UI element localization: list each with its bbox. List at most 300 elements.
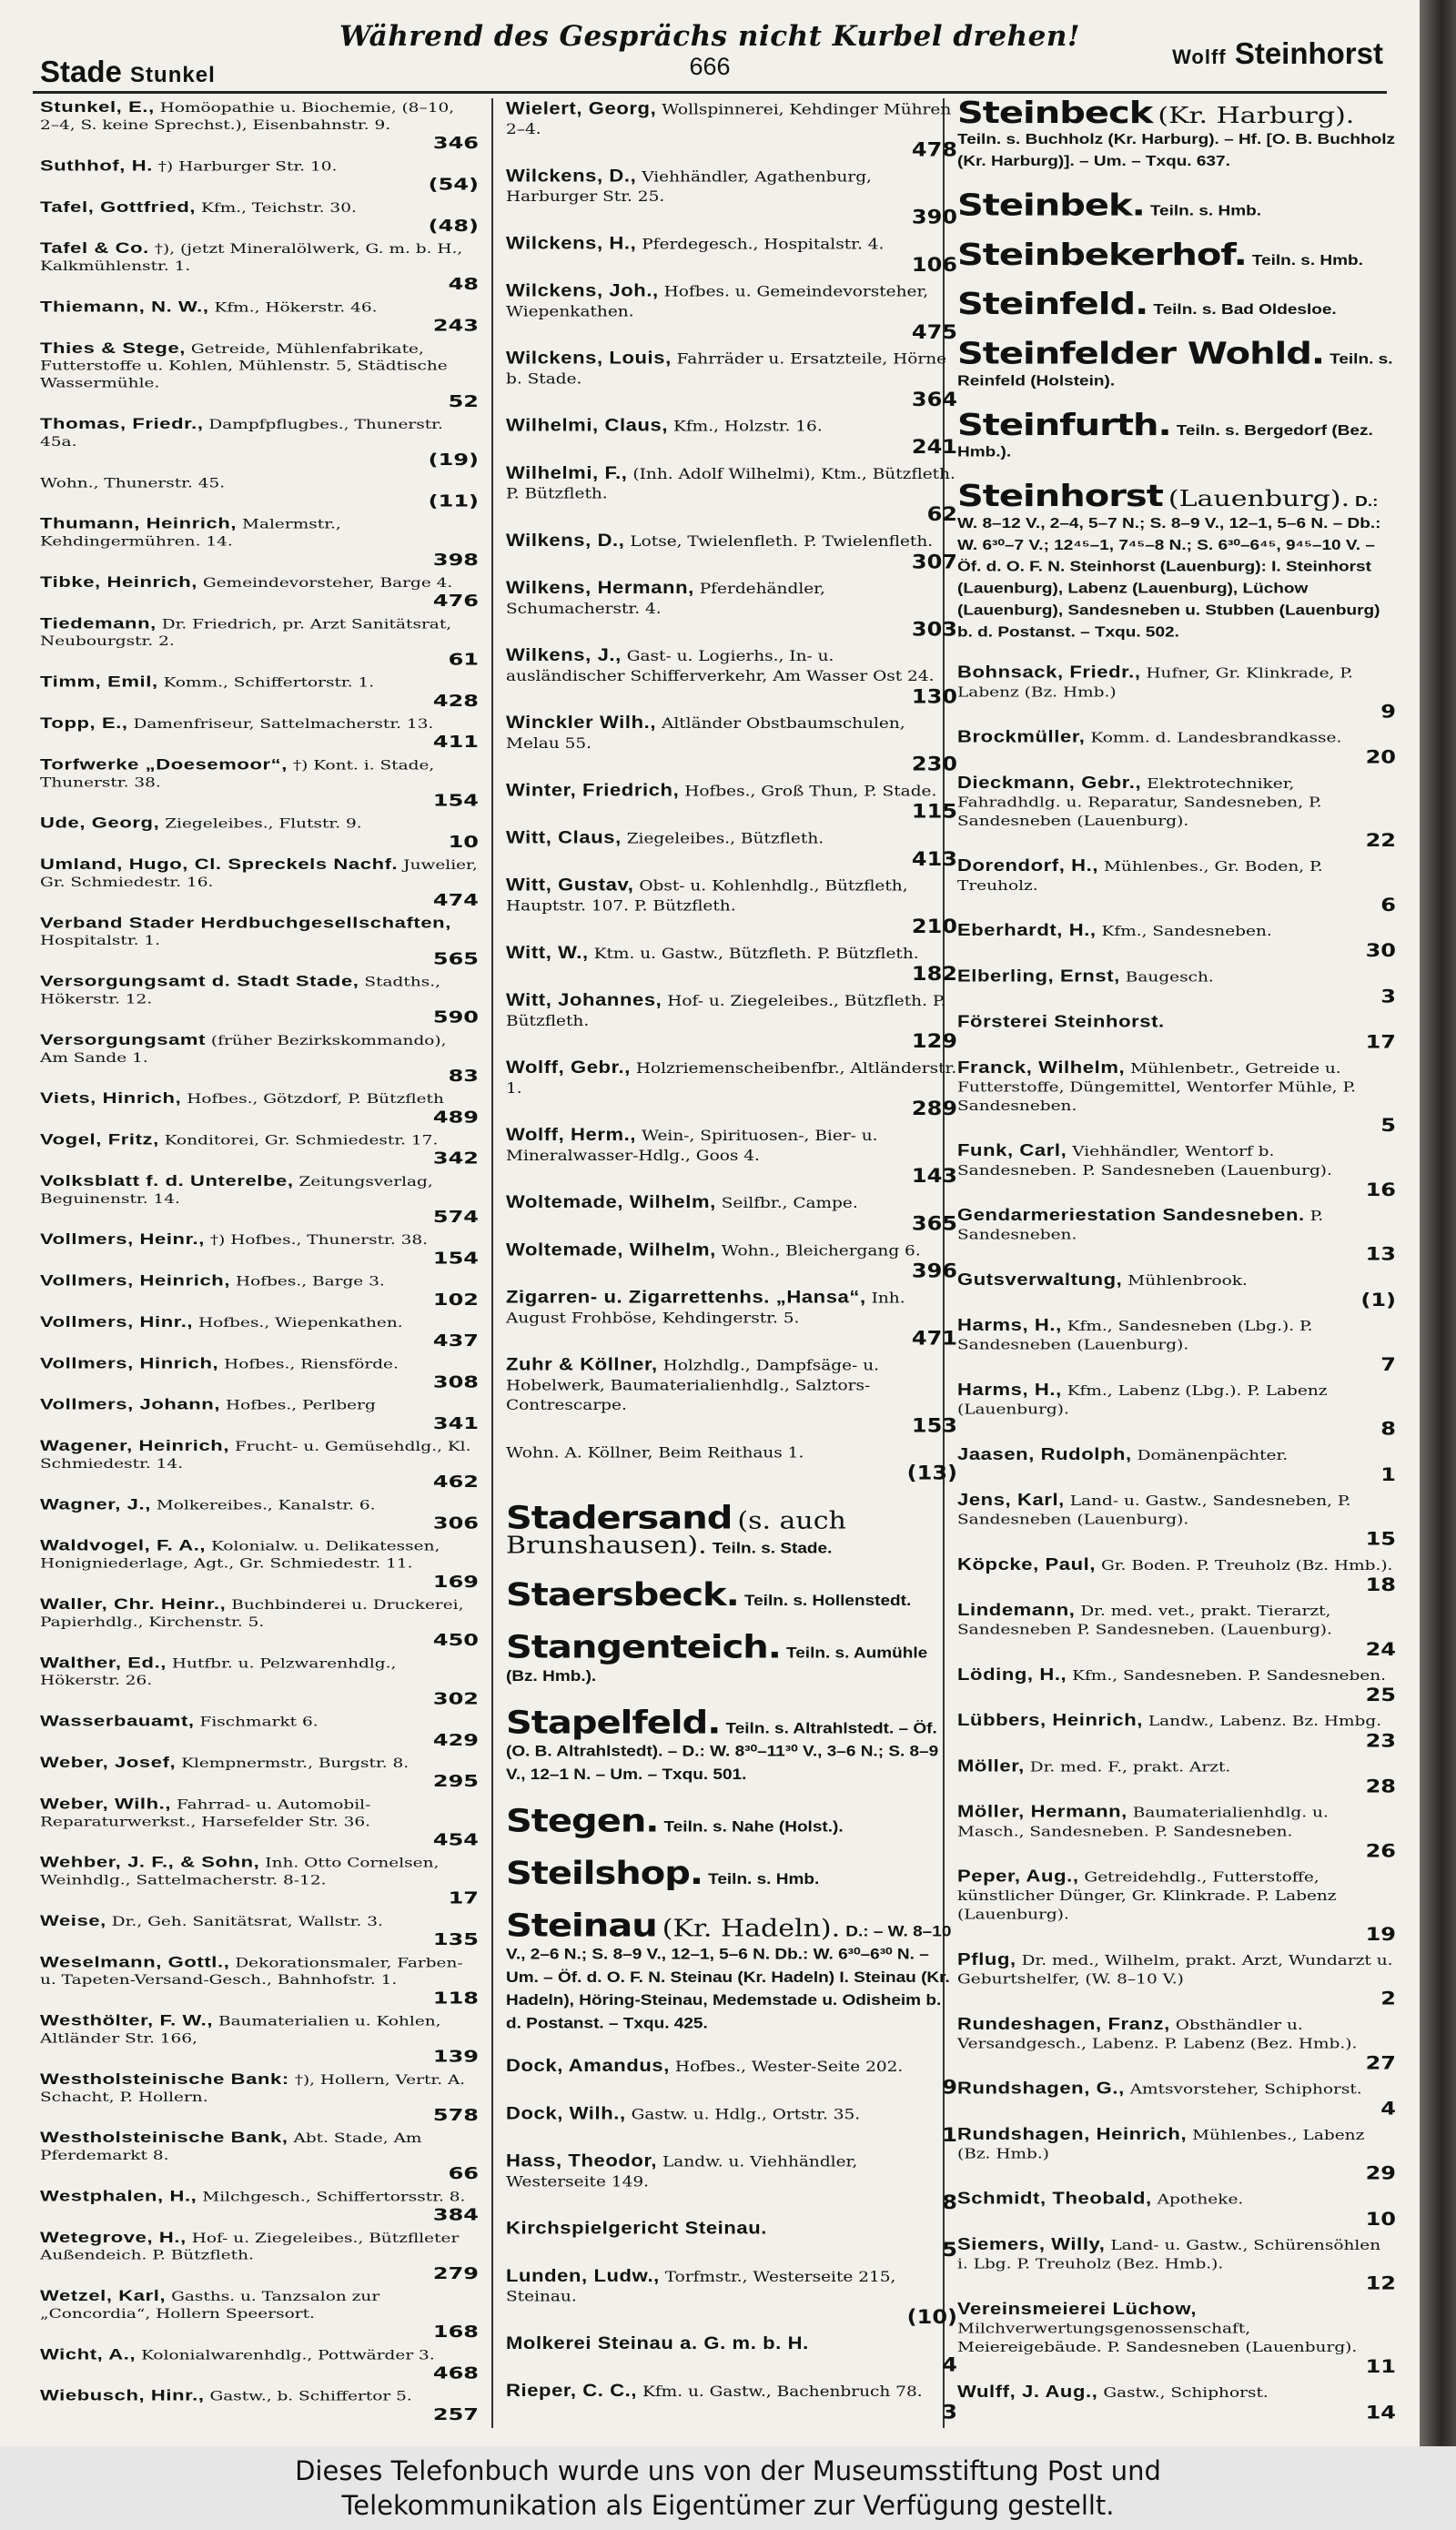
- phone-number: 14: [1365, 2402, 1396, 2424]
- listing-name: Waldvogel, F. A.,: [40, 1536, 207, 1554]
- listing-name: Torfwerke „Doesemoor“,: [40, 755, 288, 774]
- listing-details: Holzhdlg., Dampfsäge- u. Hobelwerk, Baumaterialienhdlg., Salztors-Contrescarpe.: [506, 1357, 880, 1414]
- listing-entry: [957, 1206, 1396, 1264]
- listing-name: Wilkens, Hermann,: [506, 577, 694, 598]
- listing-details: Abt. Stade, Am Pferdemarkt 8.: [40, 2131, 422, 2163]
- phone-number: 1: [942, 2123, 957, 2147]
- listing-details: Mühlenbrook.: [1127, 1272, 1248, 1290]
- listing-name: Thumann, Heinrich,: [40, 514, 238, 532]
- phone-number: 8: [1380, 1418, 1396, 1440]
- listing-entry: [506, 2056, 957, 2098]
- footer-line-2: Telekommunikation als Eigentümer zur Verfügung gestellt.: [341, 2490, 1115, 2521]
- footer-notice: [0, 2446, 1456, 2530]
- phone-number: 341: [432, 1413, 479, 1433]
- listing-name: Timm, Emil,: [40, 673, 158, 691]
- column-divider: [491, 98, 493, 2428]
- phone-number: 257: [432, 2404, 479, 2424]
- listing-details: Ziegeleibes., Bützfleth.: [626, 830, 824, 847]
- listing-entry: [40, 1354, 479, 1391]
- listing-entry: [40, 815, 479, 851]
- listing-details: Gastw., b. Schiffertor 5.: [209, 2389, 412, 2404]
- listing-entry: [957, 2014, 1396, 2072]
- listing-details: Stadths., Hökerstr. 12.: [40, 975, 440, 1007]
- listing-entry: [40, 1595, 479, 1649]
- place-name: Staersbeck.: [506, 1576, 739, 1614]
- listing-name: Wehber, J. F., & Sohn,: [40, 1853, 260, 1871]
- listing-name: Wilkens, D.,: [506, 530, 625, 551]
- phone-number: 411: [432, 732, 479, 752]
- listing-name: Tibke, Heinrich,: [40, 572, 198, 591]
- place-heading: [957, 479, 1396, 643]
- listing-details: Hof- u. Ziegeleibes., Bützfleth. P. Bützfleth.: [506, 993, 946, 1030]
- phone-number: 390: [911, 206, 957, 228]
- listing-details: Gastw., Schiphorst.: [1103, 2385, 1269, 2402]
- listing-name: Weselmann, Gottl.,: [40, 1953, 230, 1971]
- phone-number: (11): [428, 491, 479, 511]
- listing-entry: [40, 298, 479, 334]
- listing-entry: [957, 2189, 1396, 2229]
- listing-name: Versorgungsamt d. Stadt Stade,: [40, 972, 359, 990]
- listing-details: Kfm., Sandesneben. P. Sandesneben.: [1072, 1667, 1387, 1685]
- listing-details: Kfm., Labenz (Lbg.). P. Labenz (Lauenburg).: [957, 1382, 1328, 1418]
- listing-entry: [40, 1795, 479, 1848]
- listing-entry: [40, 714, 479, 751]
- phone-number: 25: [1365, 1684, 1396, 1705]
- listing-details: Domänenpächter.: [1137, 1447, 1289, 1463]
- listing-entry: [40, 2187, 479, 2223]
- listing-entry: [40, 339, 479, 410]
- place-name: Steinbekerhof.: [957, 238, 1247, 273]
- phone-number: 346: [432, 133, 479, 153]
- listing-name: Wetzel, Karl,: [40, 2286, 167, 2304]
- footer-line-1: Dieses Telefonbuch wurde uns von der Museumsstiftung Post und: [295, 2455, 1161, 2486]
- phone-number: 308: [432, 1371, 479, 1392]
- listing-entry: [506, 2103, 957, 2145]
- phone-number: 476: [432, 591, 479, 611]
- header-rule: [33, 91, 1387, 94]
- listing-entry: [40, 415, 479, 469]
- listing-name: Kirchspielgericht Steinau.: [506, 2218, 768, 2239]
- listing-name: Tafel & Co.: [40, 239, 149, 257]
- listing-name: Bohnsack, Friedr.,: [957, 663, 1141, 682]
- listing-details: Hofbes. u. Gemeindevorsteher, Wiepenkathen.: [506, 283, 929, 320]
- phone-number: 13: [1365, 1243, 1396, 1265]
- listing-name: Funk, Carl,: [957, 1140, 1067, 1160]
- listing-name: Ude, Georg,: [40, 814, 160, 832]
- phone-number: 413: [911, 847, 957, 871]
- phone-number: 17: [448, 1888, 479, 1908]
- column-1: [40, 98, 479, 2428]
- place-name: Stapelfeld.: [506, 1705, 721, 1742]
- phone-number: 61: [448, 649, 479, 669]
- listing-details: Milchgesch., Schiffertorsstr. 8.: [202, 2190, 466, 2205]
- listing-name: Wilckens, Louis,: [506, 348, 672, 369]
- listing-entry: [957, 1601, 1396, 1659]
- listing-details: Gast- u. Logierhs., In- u. ausländischer Schifferverkehr, Am Wasser Ost 24.: [506, 648, 935, 685]
- listing-details: Kfm., Hökerstr. 46.: [214, 300, 378, 316]
- listing-details: Wein-, Spirituosen-, Bier- u. Mineralwasser-Hdlg., Goos 4.: [506, 1128, 878, 1165]
- listing-details: Frucht- u. Gemüsehdlg., Kl. Schmiedestr. 14.: [40, 1439, 471, 1472]
- listing-details: Dekorationsmaler, Farben- u. Tapeten-Versand-Gesch., Bahnhofstr. 1.: [40, 1956, 463, 1988]
- phone-number: 210: [911, 915, 957, 938]
- listing-name: Stunkel, E.,: [40, 98, 155, 116]
- listing-details: Malermstr., Kehdingermühren. 14.: [40, 517, 341, 550]
- place-heading: [506, 1802, 957, 1840]
- listing-entry: [40, 98, 479, 152]
- phone-number: 18: [1365, 1574, 1396, 1595]
- listing-details: Apotheke.: [1157, 2191, 1244, 2208]
- phone-number: 1: [1380, 1463, 1396, 1485]
- listing-details: †), Hollern, Vertr. A. Schacht, P. Hollern.: [40, 2072, 466, 2105]
- header-right-word: Steinhorst: [1234, 36, 1383, 70]
- phone-number: 475: [911, 320, 957, 344]
- listing-details: Kfm. u. Gastw., Bachenbruch 78.: [642, 2383, 923, 2401]
- listing-details: Pferdegesch., Hospitalstr. 4.: [642, 236, 885, 253]
- listing-details: Altländer Obstbaumschulen, Melau 55.: [506, 715, 905, 753]
- phone-number: 154: [432, 790, 479, 810]
- listing-name: Vollmers, Johann,: [40, 1395, 221, 1413]
- listing-name: Gendarmeriestation Sandesneben.: [957, 1205, 1305, 1225]
- place-heading: [957, 287, 1396, 322]
- phone-number: 10: [1365, 2208, 1396, 2230]
- listing-details: Obsthändler u. Versandgesch., Labenz. P. Labenz (Bez. Hmb.).: [957, 2017, 1358, 2052]
- place-name: Steinfeld.: [957, 287, 1148, 322]
- place-name: Steinfelder Wohld.: [957, 336, 1325, 371]
- listing-name: Westholsteinische Bank:: [40, 2070, 289, 2088]
- listing-entry: [506, 98, 957, 160]
- place-name: Steinau: [506, 1907, 657, 1944]
- listing-name: Witt, W.,: [506, 942, 589, 963]
- listing-name: Hass, Theodor,: [506, 2150, 658, 2171]
- listing-details: Hofbes., Barge 3.: [235, 1274, 385, 1290]
- phone-number: 153: [911, 1414, 957, 1437]
- listing-details: Wohn. A. Köllner, Beim Reithaus 1.: [506, 1444, 804, 1462]
- listing-entry: [40, 1031, 479, 1085]
- place-details: Teiln. s. Aumühle (Bz. Hmb.).: [506, 1644, 928, 1685]
- listing-name: Löding, H.,: [957, 1665, 1067, 1685]
- listing-entry: [506, 463, 957, 525]
- listing-details: †) Hofbes., Thunerstr. 38.: [209, 1233, 429, 1248]
- listing-entry: [957, 727, 1396, 767]
- listing-entry: [40, 1754, 479, 1790]
- phone-number: 118: [432, 1988, 479, 2008]
- place-name: Steinbek.: [957, 187, 1145, 223]
- listing-entry: [957, 2124, 1396, 2182]
- place-heading: [506, 1855, 957, 1892]
- phone-number: 27: [1365, 2052, 1396, 2074]
- listing-entry: [957, 2299, 1396, 2376]
- listing-details: Hofbes., Götzdorf, P. Bützfleth: [187, 1092, 444, 1107]
- listing-entry: [957, 1012, 1396, 1052]
- listing-entry: [40, 2387, 479, 2424]
- listing-entry: [40, 573, 479, 610]
- phone-number: 139: [432, 2047, 479, 2067]
- place-details: Teiln. s. Hollenstedt.: [743, 1593, 912, 1610]
- header-left-sub: Stunkel: [130, 63, 216, 87]
- listing-details: Hofbes., Riensförde.: [224, 1357, 399, 1372]
- listing-name: Thiemann, N. W.,: [40, 298, 209, 316]
- listing-name: Weber, Wilh.,: [40, 1795, 172, 1813]
- listing-entry: [40, 972, 479, 1026]
- place-name: Stegen.: [506, 1802, 659, 1840]
- listing-name: Wicht, A.,: [40, 2345, 136, 2363]
- listing-details: Landw., Labenz. Bz. Hmbg.: [1148, 1714, 1382, 1730]
- phone-number: 4: [942, 2353, 957, 2376]
- phone-number: 454: [432, 1829, 479, 1849]
- listing-name: Lübbers, Heinrich,: [957, 1710, 1143, 1730]
- phone-number: (54): [428, 174, 479, 195]
- header-left-word: Stade: [40, 55, 122, 88]
- listing-details: †), (jetzt Mineralölwerk, G. m. b. H., Kalkmühlenstr. 1.: [40, 242, 463, 274]
- listing-details: Baumaterialien u. Kohlen, Altländer Str. 166,: [40, 2014, 441, 2047]
- listing-entry: [957, 663, 1396, 721]
- listing-entry: [506, 2265, 957, 2327]
- listing-details: †) Harburger Str. 10.: [157, 159, 338, 175]
- listing-details: Damenfriseur, Sattelmacherstr. 13.: [133, 716, 434, 732]
- listing-entry: [506, 2150, 957, 2212]
- phone-number: 590: [432, 1007, 479, 1027]
- listing-details: Wohn., Thunerstr. 45.: [40, 476, 226, 491]
- listing-entry: [506, 875, 957, 936]
- listing-details: Hofbes., Perlberg: [225, 1398, 376, 1413]
- phone-number: 471: [911, 1327, 957, 1350]
- listing-details: Kfm., Teichstr. 30.: [201, 200, 357, 216]
- listing-details: Mühlenbetr., Getreide u. Futterstoffe, Düngemittel, Wentorfer Mühle, P. Sandesneben.: [957, 1060, 1357, 1115]
- phone-number: 3: [1380, 986, 1396, 1007]
- listing-details: Wollspinnerei, Kehdinger Mühren 2–4.: [506, 101, 952, 138]
- listing-entry: [506, 1058, 957, 1119]
- listing-name: Wilckens, D.,: [506, 166, 637, 186]
- listing-name: Witt, Claus,: [506, 827, 622, 847]
- listing-name: Tafel, Gottfried,: [40, 197, 197, 216]
- listing-name: Wilhelmi, F.,: [506, 462, 628, 483]
- listing-name: Dock, Amandus,: [506, 2055, 670, 2076]
- listing-details: Mühlenbes., Gr. Boden, P. Treuholz.: [957, 859, 1323, 894]
- phone-number: 17: [1365, 1031, 1396, 1053]
- listing-entry: [957, 773, 1396, 850]
- listing-name: Verband Stader Herdbuchgesellschaften,: [40, 914, 451, 932]
- listing-details: Dr. med., Wilhelm, prakt. Arzt, Wundarzt u. Geburtshelfer, (W. 8–10 V.): [957, 1952, 1393, 1988]
- listing-name: Vollmers, Heinrich,: [40, 1271, 231, 1290]
- listing-name: Wetegrove, H.,: [40, 2228, 187, 2246]
- listing-name: Lunden, Ludw.,: [506, 2265, 660, 2286]
- listing-entry: [40, 1912, 479, 1948]
- listing-details: Dr. med. vet., prakt. Tierarzt, Sandesneben P. Sandesneben. (Lauenburg).: [957, 1603, 1332, 1638]
- listing-entry: [506, 348, 957, 410]
- listing-name: Thies & Stege,: [40, 339, 186, 357]
- listing-details: Konditorei, Gr. Schmiedestr. 17.: [164, 1133, 439, 1149]
- listing-details: Pferdehändler, Schumacherstr. 4.: [506, 581, 825, 618]
- listing-name: Winter, Friedrich,: [506, 779, 680, 800]
- listing-name: Harms, H.,: [957, 1315, 1062, 1335]
- place-heading: [506, 1629, 957, 1688]
- listing-details: Inh. Otto Cornelsen, Weinhdlg., Sattelmacherstr. 8-12.: [40, 1856, 440, 1888]
- phone-number: 143: [911, 1165, 957, 1188]
- place-details: Teiln. s. Altrahlstedt. – Öf. (O. B. Altrahlstedt). – D.: W. 8³⁰–11³⁰ V., 3–6 N.; S. 8–9 V., 12–1 N. – Um. – Txqu. 501.: [506, 1720, 939, 1784]
- phone-number: 303: [911, 618, 957, 641]
- listing-entry: [506, 942, 957, 984]
- phone-number: 302: [432, 1688, 479, 1708]
- header-right-keyword: [1172, 36, 1383, 71]
- phone-number: 462: [432, 1472, 479, 1492]
- listing-entry: [957, 1444, 1396, 1484]
- listing-name: Waller, Chr. Heinr.,: [40, 1594, 227, 1613]
- phone-number: 8: [942, 2191, 957, 2214]
- listing-details: Baugesch.: [1125, 969, 1214, 986]
- listing-name: Möller,: [957, 1756, 1025, 1776]
- listing-entry: [506, 578, 957, 640]
- listing-name: Dorendorf, H.,: [957, 855, 1099, 875]
- listing-entry: [957, 2383, 1396, 2423]
- listing-details: Molkereibes., Kanalstr. 6.: [156, 1498, 376, 1513]
- listing-details: Elektrotechniker, Fahradhdlg. u. Reparatur, Sandesneben, P. Sandesneben (Lauenburg).: [957, 775, 1322, 830]
- listing-entry: [506, 713, 957, 774]
- phone-number: 364: [911, 388, 957, 411]
- listing-details: Hutfbr. u. Pelzwarenhdlg., Hökerstr. 26.: [40, 1656, 397, 1689]
- place-name: Steinbeck: [957, 96, 1153, 131]
- phone-number: 241: [911, 435, 957, 459]
- listing-name: Wiebusch, Hinr.,: [40, 2386, 205, 2404]
- phone-number: (48): [428, 216, 479, 236]
- listing-details: Obst- u. Kohlenhdlg., Bützfleth, Hauptstr. 107. P. Bützfleth.: [506, 877, 908, 915]
- listing-details: Fahrrad- u. Automobil-Reparaturwerkst., Harsefelder Str. 36.: [40, 1797, 371, 1830]
- phone-number: 489: [432, 1107, 479, 1127]
- listing-details: Komm. d. Landesbrandkasse.: [1090, 730, 1342, 746]
- listing-entry: [40, 2287, 479, 2341]
- phone-number: 9: [1380, 701, 1396, 723]
- listing-name: Eberhardt, H.,: [957, 920, 1097, 940]
- listing-details: Hofbes., Wiepenkathen.: [198, 1315, 403, 1331]
- listing-details: Getreide, Mühlenfabrikate, Futterstoffe u. Kohlen, Mühlenstr. 5, Städtische Wassermühle.: [40, 341, 448, 391]
- phone-number: 2: [1380, 1988, 1396, 2009]
- listing-entry: [40, 2345, 479, 2382]
- listing-details: Hospitalstr. 1.: [40, 934, 161, 949]
- phone-number: 26: [1365, 1840, 1396, 1862]
- listing-details: Hufner, Gr. Klinkrade, P. Labenz (Bz. Hmb.): [957, 665, 1353, 701]
- listing-details: Landw. u. Viehhändler, Westerseite 149.: [506, 2153, 858, 2191]
- place-details: Teiln. s. Reinfeld (Holstein).: [957, 351, 1393, 390]
- place-details: Teiln. s. Stade.: [712, 1540, 833, 1558]
- listing-details: Milchverwertungsgenossenschaft, Meiereigebäude. P. Sandesneben (Lauenburg).: [957, 2321, 1358, 2356]
- listing-entry: [40, 1313, 479, 1350]
- listing-details: Seilfbr., Campe.: [721, 1195, 858, 1212]
- phone-number: 106: [911, 253, 957, 277]
- phone-number: 52: [448, 391, 479, 411]
- listing-name: Topp, E.,: [40, 713, 128, 732]
- listing-entry: [506, 827, 957, 869]
- listing-entry: [40, 1271, 479, 1308]
- place-heading: [957, 408, 1396, 464]
- listing-name: Molkerei Steinau a. G. m. b. H.: [506, 2333, 809, 2353]
- place-qualifier: (s. auch Brunshausen).: [506, 1507, 846, 1560]
- column-2: [506, 98, 957, 2428]
- listing-details: Viehhändler, Wentorf b. Sandesneben. P. Sandesneben (Lauenburg).: [957, 1144, 1332, 1179]
- listing-details: Hofbes., Groß Thun, P. Stade.: [684, 783, 937, 800]
- listing-details: Homöopathie u. Biochemie, (8–10, 2–4, S. keine Sprechst.), Eisenbahnstr. 9.: [40, 101, 455, 133]
- phone-number: 384: [432, 2204, 479, 2225]
- phone-number: 28: [1365, 1776, 1396, 1797]
- listing-entry: [957, 1756, 1396, 1796]
- listing-name: Witt, Johannes,: [506, 989, 662, 1010]
- phone-number: 243: [432, 315, 479, 336]
- phone-number: 4: [1380, 2098, 1396, 2120]
- listing-name: Peper, Aug.,: [957, 1867, 1079, 1886]
- listing-details: Juwelier, Gr. Schmiedestr. 16.: [40, 857, 478, 890]
- listing-entry: [957, 2079, 1396, 2119]
- phone-number: 396: [911, 1260, 957, 1282]
- place-name: Steinhorst: [957, 479, 1163, 514]
- listing-details: Dampfpflugbes., Thunerstr. 45a.: [40, 417, 443, 450]
- phone-number: 15: [1365, 1528, 1396, 1550]
- listing-details: Kolonialw. u. Delikatessen, Honigniederlage, Agt., Gr. Schmiedestr. 11.: [40, 1539, 440, 1572]
- phone-number: 3: [942, 2401, 957, 2424]
- phone-number: 11: [1365, 2355, 1396, 2377]
- phone-number: 6: [1380, 894, 1396, 916]
- listing-name: Westhölter, F. W.,: [40, 2011, 214, 2029]
- listing-entry: [506, 780, 957, 822]
- place-details: D.: W. 8–12 V., 2–4, 5–7 N.; S. 8–9 V., 12–1, 5–6 N. – Db.: W. 6³⁰–7 V.; 12⁴⁵–1, 7⁴⁵–8 N.; S. 6³⁰–6⁴⁵, 9⁴⁵–10 V. – Öf. d. O. F. N. Steinhorst (Lauenburg): I. Steinhorst (Lauenburg), Labenz (Lauenburg), Lüchow (Lauenburg), Sandesneben u. Stubben (Lauenburg) b. d. Postanst. – Txqu. 502.: [957, 493, 1381, 641]
- listing-entry: [40, 198, 479, 235]
- listing-entry: [40, 614, 479, 668]
- place-details: Teiln. s. Bad Oldesloe.: [1153, 302, 1337, 319]
- phone-number: 130: [911, 685, 957, 708]
- listing-details: Gasths. u. Tanzsalon zur „Concordia“, Hollern Speersort.: [40, 2289, 380, 2322]
- listing-details: Mühlenbes., Labenz (Bz. Hmb.): [957, 2127, 1365, 2162]
- listing-details: Gastw. u. Hdlg., Ortstr. 35.: [631, 2106, 861, 2123]
- listing-details: (früher Bezirkskommando), Am Sande 1.: [40, 1033, 447, 1066]
- listing-name: Wagener, Heinrich,: [40, 1436, 230, 1454]
- listing-entry: [506, 1192, 957, 1234]
- phone-number: 578: [432, 2105, 479, 2125]
- listing-details: (Inh. Adolf Wilhelmi), Ktm., Bützfleth. P. Bützfleth.: [506, 466, 956, 503]
- listing-details: Wohn., Bleichergang 6.: [721, 1242, 921, 1260]
- listing-entry: [957, 1380, 1396, 1438]
- listing-entry: [40, 1537, 479, 1591]
- listing-name: Umland, Hugo, Cl. Spreckels Nachf.: [40, 855, 399, 873]
- listing-name: Suthhof, H.: [40, 157, 153, 175]
- listing-name: Rundeshagen, Franz,: [957, 2014, 1170, 2033]
- header-right-sub: Wolff: [1172, 46, 1227, 68]
- phone-number: 289: [911, 1098, 957, 1120]
- listing-entry: [506, 990, 957, 1052]
- listing-name: Harms, H.,: [957, 1380, 1062, 1400]
- column-3: [957, 98, 1396, 2428]
- phone-number: 182: [911, 962, 957, 986]
- listing-entry: [506, 166, 957, 228]
- listing-entry: [40, 2129, 479, 2182]
- listing-entry: [40, 1396, 479, 1432]
- listing-entry: [40, 1495, 479, 1532]
- listing-name: Wagner, J.,: [40, 1495, 151, 1513]
- phone-number: 478: [911, 138, 957, 161]
- listing-name: Siemers, Willy,: [957, 2234, 1106, 2254]
- listing-name: Wolff, Gebr.,: [506, 1057, 631, 1078]
- listing-entry: [957, 1058, 1396, 1135]
- phone-number: 29: [1365, 2162, 1396, 2184]
- listing-entry: [957, 1802, 1396, 1860]
- phone-number: 20: [1365, 746, 1396, 768]
- listing-entry: [40, 1172, 479, 1226]
- listing-entry: [506, 1240, 957, 1281]
- phone-number: 474: [432, 890, 479, 910]
- phone-number: (13): [906, 1462, 957, 1484]
- phone-number: 5: [942, 2238, 957, 2262]
- listing-name: Vollmers, Heinr.,: [40, 1230, 205, 1248]
- place-heading: [957, 336, 1396, 392]
- listing-name: Köpcke, Paul,: [957, 1554, 1097, 1574]
- phone-number: 307: [911, 551, 957, 573]
- phone-number: 102: [432, 1290, 479, 1310]
